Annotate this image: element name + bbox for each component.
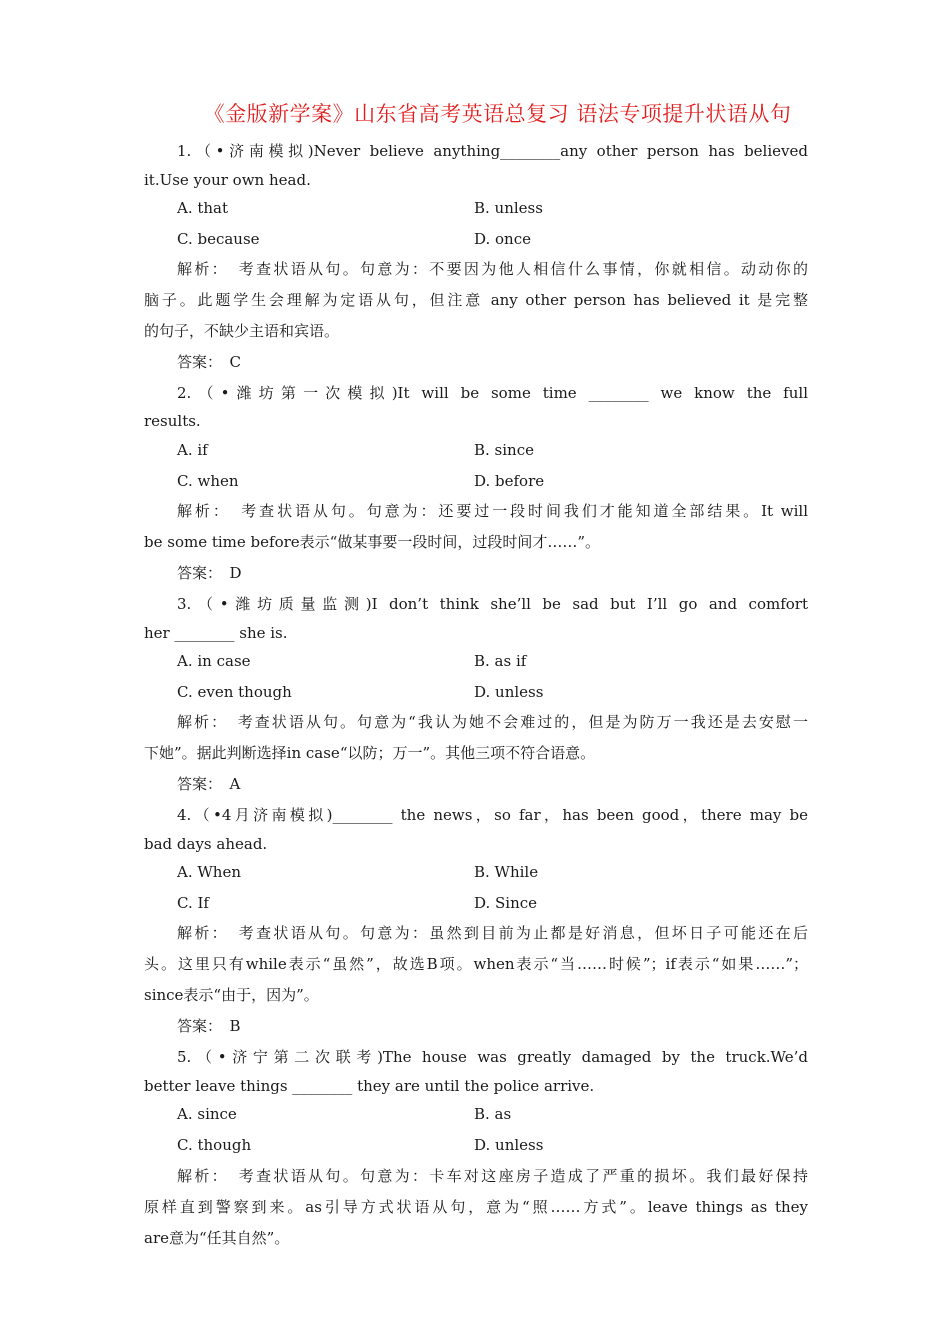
q4-answer: 答案： B (177, 1017, 241, 1035)
q4-option-b: B. While (474, 863, 539, 881)
q4-stem-line1: 4.（•4月济南模拟)________ the news，so far，has been good，there may be (177, 806, 808, 824)
q2-option-d: D. before (474, 472, 545, 490)
q5-explanation-line1: 解析： 考查状语从句。句意为：卡车对这座房子造成了严重的损坏。我们最好保持 (177, 1167, 808, 1185)
q4-explanation-line3: since表示“由于，因为”。 (144, 986, 319, 1004)
q2-option-a: A. if (177, 441, 208, 459)
q2-answer: 答案： D (177, 564, 242, 582)
q1-explanation-line2: 脑子。此题学生会理解为定语从句，但注意 any other person has believed it 是完整 (144, 291, 808, 309)
q5-stem-line1: 5.（•济宁第二次联考)The house was greatly damaged by the truck.We’d (177, 1048, 808, 1066)
q5-option-c: C. though (177, 1136, 252, 1154)
q3-option-c: C. even though (177, 683, 292, 701)
q3-option-b: B. as if (474, 652, 527, 670)
q5-stem-line2: better leave things ________ they are until the police arrive. (144, 1077, 595, 1095)
q1-option-b: B. unless (474, 199, 543, 217)
q5-option-d: D. unless (474, 1136, 544, 1154)
q3-option-a: A. in case (177, 652, 251, 670)
q5-option-b: B. as (474, 1105, 512, 1123)
document-title: 《金版新学案》山东省高考英语总复习 语法专项提升状语从句 (203, 102, 792, 126)
q1-option-c: C. because (177, 230, 260, 248)
q3-explanation-line2: 下她”。据此判断选择in case“以防；万一”。其他三项不符合语意。 (144, 744, 596, 762)
q5-option-a: A. since (177, 1105, 237, 1123)
q5-explanation-line3: are意为“任其自然”。 (144, 1229, 290, 1247)
q2-explanation-line1: 解析： 考查状语从句。句意为：还要过一段时间我们才能知道全部结果。It will (177, 502, 808, 520)
q4-stem-line2: bad days ahead. (144, 835, 268, 853)
q1-explanation-line1: 解析： 考查状语从句。句意为：不要因为他人相信什么事情，你就相信。动动你的 (177, 260, 808, 278)
q4-explanation-line2: 头。这里只有while表示“虽然”，故选B项。when表示“当……时候”；if表示“如果……”； (144, 955, 808, 973)
q1-explanation-line3: 的句子，不缺少主语和宾语。 (144, 322, 340, 340)
q1-stem-line1: 1.（•济南模拟)Never believe anything________any other person has believed (177, 142, 808, 160)
q4-option-a: A. When (177, 863, 241, 881)
q2-stem-line1: 2.（•潍坊第一次模拟)It will be some time ________ we know the full (177, 384, 808, 402)
q2-option-b: B. since (474, 441, 534, 459)
q5-explanation-line2: 原样直到警察到来。as引导方式状语从句，意为“照……方式”。leave things as they (144, 1198, 808, 1216)
q2-stem-line2: results. (144, 412, 201, 430)
q2-option-c: C. when (177, 472, 239, 490)
q2-explanation-line2: be some time before表示“做某事要一段时间，过段时间才……”。 (144, 533, 600, 551)
q1-answer: 答案： C (177, 353, 241, 371)
q1-stem-line2: it.Use your own head. (144, 171, 311, 189)
q4-option-c: C. If (177, 894, 209, 912)
q3-stem-line2: her ________ she is. (144, 624, 288, 642)
q3-answer: 答案： A (177, 775, 241, 793)
q1-option-d: D. once (474, 230, 531, 248)
q1-option-a: A. that (177, 199, 229, 217)
q4-explanation-line1: 解析： 考查状语从句。句意为：虽然到目前为止都是好消息，但坏日子可能还在后 (177, 924, 808, 942)
q3-explanation-line1: 解析： 考查状语从句。句意为“我认为她不会难过的，但是为防万一我还是去安慰一 (177, 713, 808, 731)
q3-option-d: D. unless (474, 683, 544, 701)
q4-option-d: D. Since (474, 894, 538, 912)
q3-stem-line1: 3.（•潍坊质量监测)I don’t think she’ll be sad but I’ll go and comfort (177, 595, 808, 613)
